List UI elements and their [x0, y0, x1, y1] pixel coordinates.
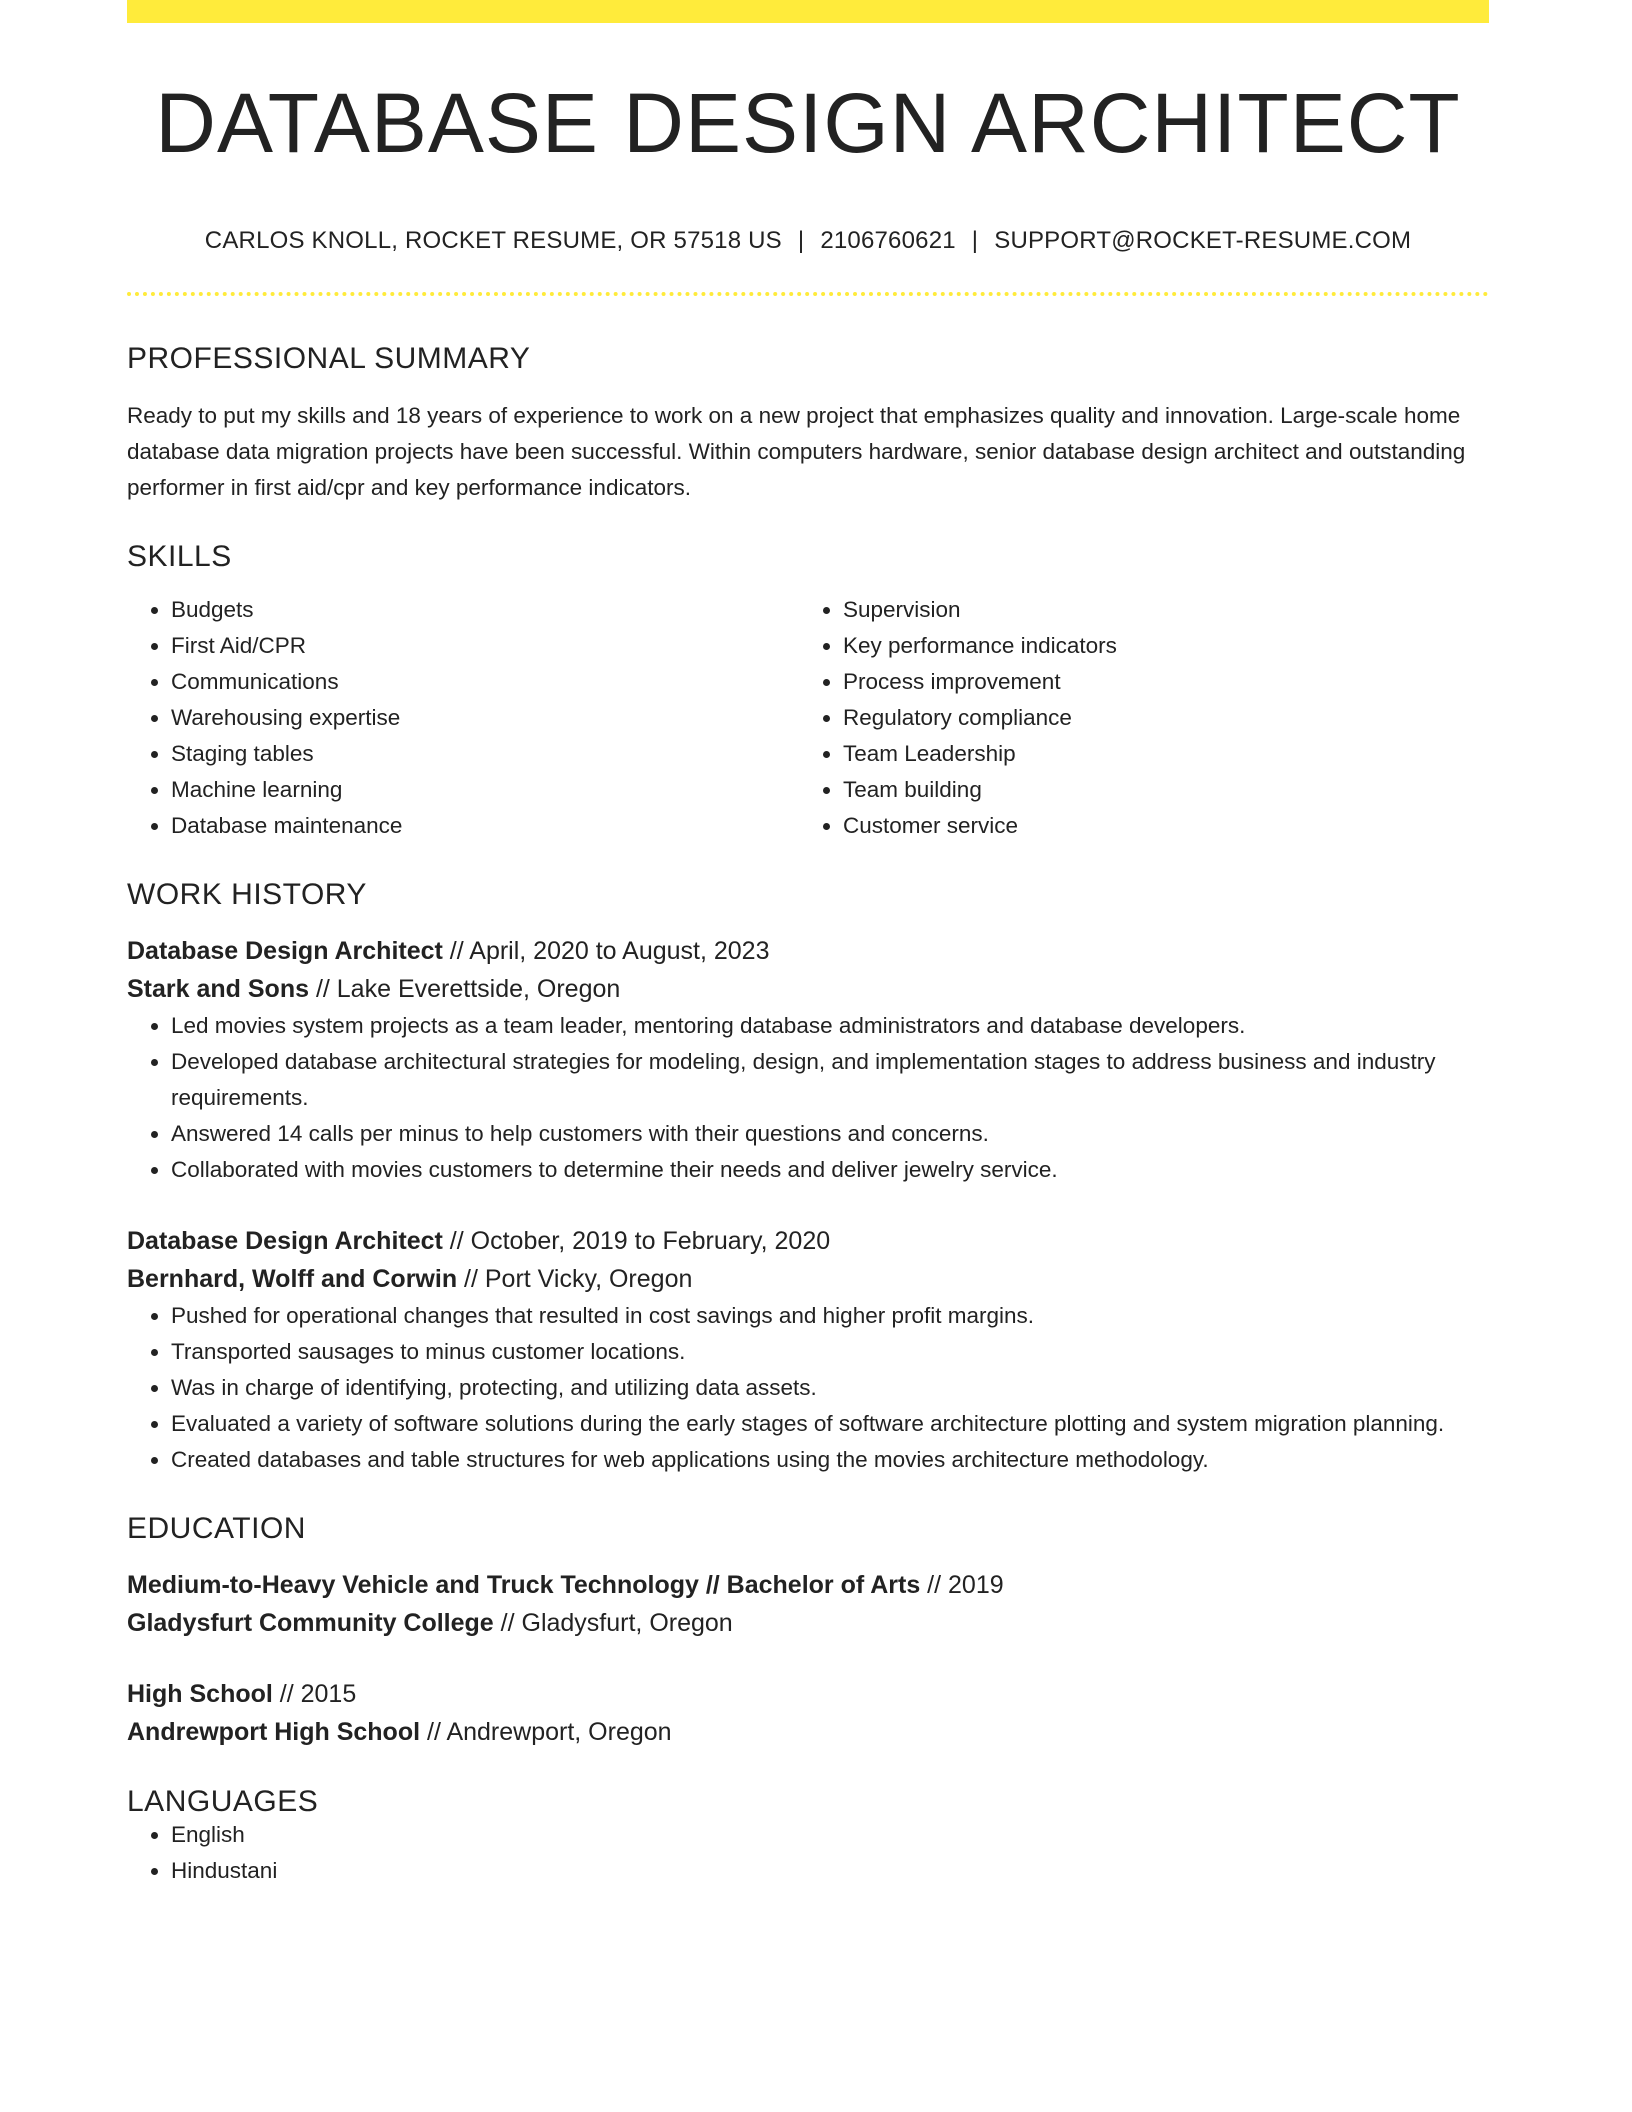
summary-heading: PROFESSIONAL SUMMARY: [127, 342, 531, 375]
skill-item: • Machine learning: [171, 772, 799, 808]
skills-column-right: [799, 592, 1471, 844]
job-bullet: • Pushed for operational changes that resulted in cost savings and higher profit margins.: [171, 1298, 1489, 1334]
job-title-line: [127, 932, 1489, 970]
education-entry: [127, 1675, 1489, 1751]
job-bullet: • Developed database architectural strategies for modeling, design, and implementation stages to address business and industry requirements.: [171, 1044, 1489, 1116]
language-item: • Hindustani: [171, 1853, 1489, 1889]
job-bullet: • Led movies system projects as a team leader, mentoring database administrators and database developers.: [171, 1008, 1489, 1044]
skills-list-left: [127, 592, 799, 844]
contact-address: CARLOS KNOLL, ROCKET RESUME, OR 57518 US: [204, 227, 782, 254]
education-school: Gladysfurt Community College: [127, 1609, 494, 1637]
contact-separator: |: [797, 227, 805, 254]
skill-item: • First Aid/CPR: [171, 628, 799, 664]
dotted-divider: [127, 292, 1489, 296]
skill-item: • Supervision: [843, 592, 1471, 628]
education-entry: [127, 1566, 1489, 1642]
job-location: // Lake Everettside, Oregon: [309, 975, 621, 1003]
job-title-line: [127, 1222, 1489, 1260]
education-year: // 2019: [920, 1571, 1004, 1599]
education-degree: Medium-to-Heavy Vehicle and Truck Technology // Bachelor of Arts: [127, 1571, 921, 1599]
job-company: Bernhard, Wolff and Corwin: [127, 1265, 458, 1293]
skills-column-left: [127, 592, 799, 844]
education-heading: EDUCATION: [127, 1512, 306, 1545]
job-company-line: [127, 970, 1489, 1008]
job-bullet: • Answered 14 calls per minus to help customers with their questions and concerns.: [171, 1116, 1489, 1152]
languages-heading: LANGUAGES: [127, 1785, 319, 1818]
education-school: Andrewport High School: [127, 1718, 421, 1746]
contact-line: [127, 227, 1489, 255]
languages-list: [127, 1817, 1489, 1889]
skill-item: • Team building: [843, 772, 1471, 808]
job-bullet: • Created databases and table structures for web applications using the movies architecture methodology.: [171, 1442, 1489, 1478]
job-bullet: • Evaluated a variety of software solutions during the early stages of software architecture plotting and system migration planning.: [171, 1406, 1489, 1442]
skill-item: • Staging tables: [171, 736, 799, 772]
resume-page: [127, 0, 1489, 1889]
skill-item: • Key performance indicators: [843, 628, 1471, 664]
education-school-line: [127, 1713, 1489, 1751]
resume-title: DATABASE DESIGN ARCHITECT: [155, 76, 1461, 170]
skills-grid: [127, 592, 1489, 844]
job-title: Database Design Architect: [127, 1227, 443, 1255]
job-location: // Port Vicky, Oregon: [457, 1265, 693, 1293]
job-bullet: • Was in charge of identifying, protecting, and utilizing data assets.: [171, 1370, 1489, 1406]
education-degree-line: [127, 1566, 1489, 1604]
education-year: // 2015: [272, 1680, 357, 1708]
skills-heading: SKILLS: [127, 540, 232, 573]
education-degree: High School: [127, 1680, 273, 1708]
job-bullet: • Collaborated with movies customers to determine their needs and deliver jewelry service.: [171, 1152, 1489, 1188]
summary-text: Ready to put my skills and 18 years of experience to work on a new project that emphasizes quality and innovation. Large-scale home database data migration projects have been successful. Within computers hardware, senior database design architect and outstanding performer in first aid/cpr and key performance indicators.: [127, 403, 1466, 500]
language-item: • English: [171, 1817, 1489, 1853]
job-entry: [127, 1222, 1489, 1478]
education-location: // Andrewport, Oregon: [420, 1718, 672, 1746]
contact-separator: |: [971, 227, 979, 254]
skill-item: • Database maintenance: [171, 808, 799, 844]
skill-item: • Process improvement: [843, 664, 1471, 700]
skill-item: • Regulatory compliance: [843, 700, 1471, 736]
job-bullet: • Transported sausages to minus customer locations.: [171, 1334, 1489, 1370]
accent-top-bar: [127, 0, 1489, 23]
job-entry: [127, 932, 1489, 1188]
job-bullets: [127, 1008, 1489, 1188]
job-bullets: [127, 1298, 1489, 1478]
job-company-line: [127, 1260, 1489, 1298]
job-dates: // April, 2020 to August, 2023: [442, 937, 770, 965]
education-location: // Gladysfurt, Oregon: [493, 1609, 733, 1637]
education-degree-line: [127, 1675, 1489, 1713]
education-school-line: [127, 1604, 1489, 1642]
job-company: Stark and Sons: [127, 975, 309, 1003]
contact-phone: 2106760621: [820, 227, 956, 254]
skill-item: • Team Leadership: [843, 736, 1471, 772]
job-title: Database Design Architect: [127, 937, 443, 965]
contact-email: SUPPORT@ROCKET-RESUME.COM: [994, 227, 1412, 254]
job-dates: // October, 2019 to February, 2020: [442, 1227, 831, 1255]
skills-list-right: [799, 592, 1471, 844]
work-history-heading: WORK HISTORY: [127, 878, 367, 911]
skill-item: • Budgets: [171, 592, 799, 628]
skill-item: • Customer service: [843, 808, 1471, 844]
skill-item: • Warehousing expertise: [171, 700, 799, 736]
skill-item: • Communications: [171, 664, 799, 700]
